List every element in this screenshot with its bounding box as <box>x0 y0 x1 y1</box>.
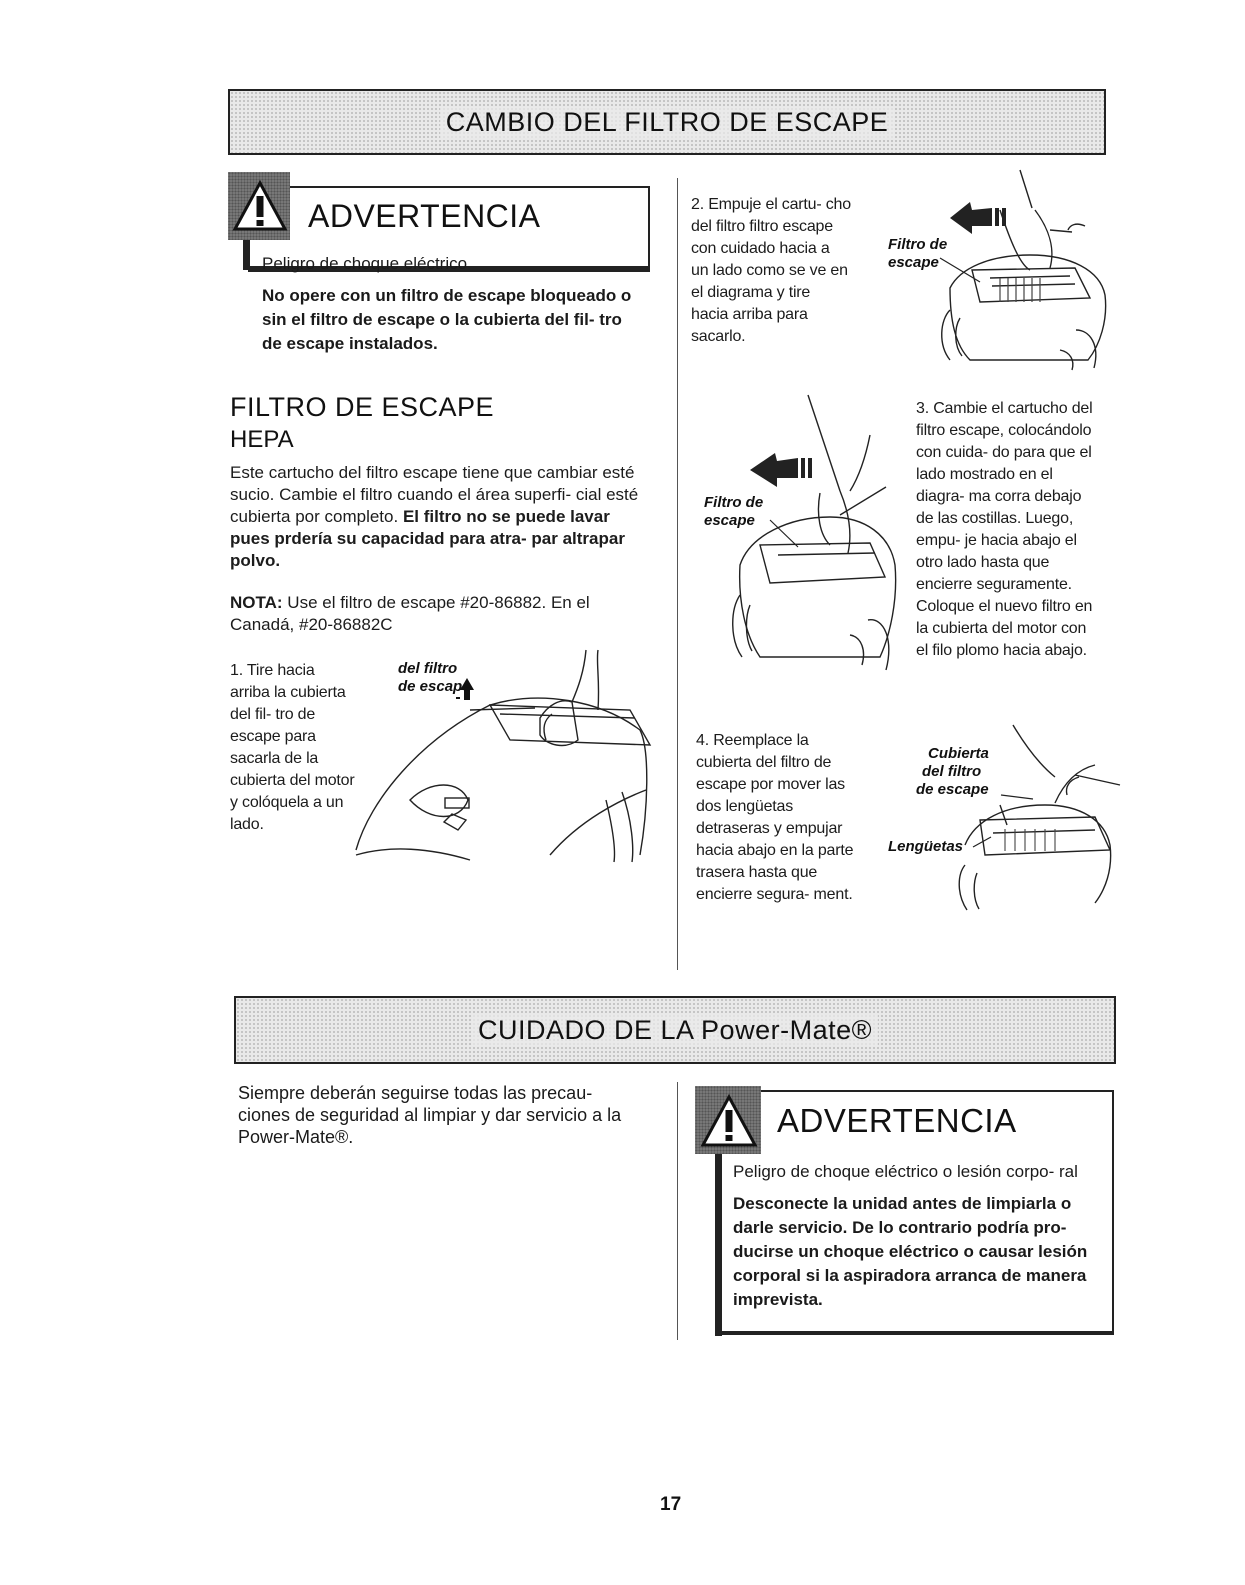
section-header-power-mate <box>234 996 1116 1064</box>
warning-title: ADVERTENCIA <box>777 1102 1017 1139</box>
step-1 <box>230 660 358 836</box>
note-text: Use el filtro de escape #20-86882. En el Canadá, #20-86882C <box>230 593 590 634</box>
step-3 <box>916 398 1098 662</box>
note-label: NOTA: <box>230 593 283 612</box>
step-number: 3. <box>916 400 929 417</box>
step-2 <box>691 194 851 348</box>
step-4 <box>696 730 856 906</box>
filter-heading: FILTRO DE ESCAPE <box>230 392 495 422</box>
warning-triangle-icon <box>700 1094 758 1148</box>
warning-triangle-icon <box>232 180 288 232</box>
step-number: 2. <box>691 196 704 213</box>
filter-subheading: HEPA <box>230 426 294 453</box>
callout-line: del filtro <box>398 660 458 677</box>
warning-instruction: Desconecte la unidad antes de limpiarla o darle servicio. De lo contrario podría pro- ducirse un choque eléctrico o causar lesión corporal si la aspiradora arranca de manera imprevista. <box>733 1194 1088 1309</box>
step-text: Cambie el cartucho del filtro escape, colocándolo con cuida- do para que el lado mostrado en el diagra- ma corra debajo de las costillas. Luego, empu- je hacia abajo el otro lado hasta que encierre seguramente. Coloque el nuevo filtro en la cubierta del motor con el filo plomo hacia abajo. <box>916 400 1093 659</box>
step-text: Tire hacia arriba la cubierta del fil- tro de escape para sacarla de la cubierta del motor y colóquela a un lado. <box>230 662 355 833</box>
figure-3-callout <box>704 494 763 530</box>
callout-line: escape <box>704 512 755 529</box>
step-text: Reemplace la cubierta del filtro de escape por mover las dos lengüetas detraseras y empujar hacia abajo en la parte trasera hasta que encierre segura- ment. <box>696 732 854 903</box>
figure-4-callout <box>916 745 989 799</box>
warning-hazard: Peligro de choque eléctrico o lesión corpo- ral <box>733 1162 1078 1181</box>
callout-line: Filtro de <box>704 494 764 511</box>
callout-line: Filtro de <box>888 236 948 253</box>
section-title: CUIDADO DE LA Power-Mate® <box>472 1015 878 1046</box>
page-number: 17 <box>660 1494 682 1515</box>
figure-filter-cover-removal <box>350 650 660 865</box>
filter-description-normal: Este cartucho del filtro escape tiene que cambiar esté sucio. Cambie el filtro cuando el área superfi- cial esté cubierta por completo. <box>230 463 639 526</box>
figure-filter-cartridge-pull <box>690 395 920 685</box>
callout-line: Cubierta <box>928 745 989 762</box>
filter-note <box>230 592 650 636</box>
warning-text <box>262 252 644 356</box>
warning-instruction: No opere con un filtro de escape bloqueado o sin el filtro de escape o la cubierta del fil- tro de escape instalados. <box>262 286 632 353</box>
warning-text <box>733 1160 1105 1312</box>
care-text: Siempre deberán seguirse todas las precau- ciones de seguridad al limpiar y dar servicio a la Power-Mate®. <box>238 1083 622 1147</box>
step-number: 4. <box>696 732 709 749</box>
figure-2-callout <box>888 236 947 272</box>
section-header-exhaust-filter <box>228 89 1106 155</box>
column-divider <box>677 178 678 970</box>
column-divider <box>677 1082 678 1340</box>
warning-bottom-rule <box>715 1331 1114 1335</box>
warning-top-rule <box>718 1090 1114 1092</box>
warning-hazard: Peligro de choque eléctrico <box>262 254 468 273</box>
step-text: Empuje el cartu- cho del filtro filtro escape con cuidado hacia a un lado como se ve en el diagrama y tire hacia arriba para sacarlo. <box>691 196 851 345</box>
warning-right-rule <box>1112 1090 1114 1334</box>
callout-line: de escape <box>916 781 989 798</box>
callout-line: del filtro <box>922 763 982 780</box>
callout-line: de escape <box>398 678 471 695</box>
filter-description-bold: El filtro no se puede lavar pues prdería su capacidad para atra- par altrapar polvo. <box>230 507 625 570</box>
callout-line: escape <box>888 254 939 271</box>
figure-filter-cartridge-push <box>880 170 1120 375</box>
section-title: CAMBIO DEL FILTRO DE ESCAPE <box>440 107 895 138</box>
filter-description <box>230 462 650 572</box>
warning-title: ADVERTENCIA <box>308 198 541 234</box>
figure-4-tabs-callout: Lengüetas <box>888 838 964 855</box>
figure-1-callout <box>398 660 471 696</box>
step-number: 1. <box>230 662 243 679</box>
